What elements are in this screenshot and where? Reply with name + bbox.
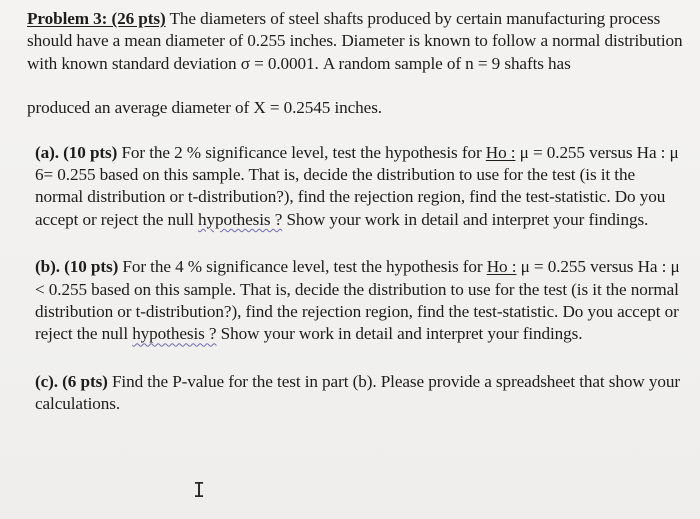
- part-b-label: (b). (10 pts): [35, 257, 119, 277]
- part-a-text-3: Show your work in detail and interpret your findings.: [282, 209, 649, 229]
- part-b-text-3: Show your work in detail and interpret your findings.: [216, 324, 583, 344]
- part-b: [27, 256, 684, 346]
- part-a-label: (a). (10 pts): [35, 142, 118, 162]
- problem-intro-text: The diameters of steel shafts produced by certain manufacturing process should have a mean diameter of 0.255 inches. Diameter is known to follow a normal distribution with known standard deviation σ = 0.0001. A random sample of n = 9 shafts has: [27, 9, 683, 73]
- problem-intro: [27, 8, 684, 75]
- part-b-hypothesis-word: hypothesis ?: [132, 324, 217, 344]
- part-a: [27, 142, 684, 232]
- part-a-ho-label: Ho :: [485, 142, 516, 162]
- part-b-text-1: For the 4 % significance level, test the hypothesis for: [118, 257, 487, 277]
- part-a-text-1: For the 2 % significance level, test the hypothesis for: [117, 142, 486, 162]
- problem-average-line: produced an average diameter of X = 0.2545 inches.: [27, 98, 382, 118]
- part-a-hypothesis-word: hypothesis ?: [197, 209, 283, 229]
- part-b-ho-label: Ho :: [486, 257, 517, 277]
- part-c: [27, 371, 684, 416]
- part-b-text-2: μ = 0.255 versus Ha : μ < 0.255 based on this sample. That is, decide the distribution to use for the test (is it the normal distribution or t-distribution?), find the rejection region, find the test-statistic. Do you accept or reject the null: [35, 257, 680, 344]
- part-c-text-1: Find the P-value for the test in part (b). Please provide a spreadsheet that show your calculations.: [35, 371, 680, 414]
- problem-title: Problem 3: (26 pts): [27, 9, 166, 28]
- part-a-text-2: μ = 0.255 versus Ha : μ 6= 0.255 based on this sample. That is, decide the distribution to use for the test (is it the normal distribution or t-distribution?), find the rejection region, find the test-statistic. Do you accept or reject the null: [35, 142, 679, 229]
- text-cursor-icon: I: [193, 478, 206, 502]
- part-c-label: (c). (6 pts): [35, 371, 108, 391]
